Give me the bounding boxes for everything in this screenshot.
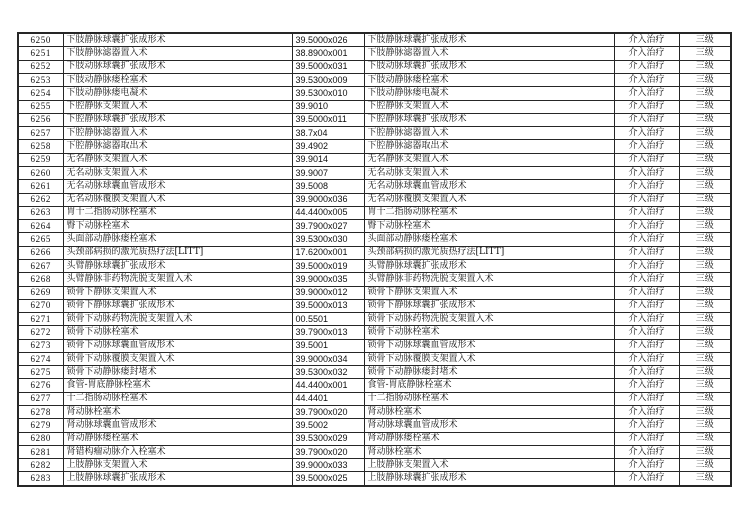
- procedure-name-cell: 肾动脉栓塞术: [63, 406, 292, 419]
- procedure-name-cell: 锁骨下动脉药物洗脱支架置入术: [63, 313, 292, 326]
- procedure-name2-cell: 下腔静脉滤器取出术: [364, 140, 614, 153]
- category-cell: 介入治疗: [614, 273, 679, 286]
- table-row: [18, 60, 731, 73]
- procedure-code-cell: 39.9000x034: [292, 352, 364, 365]
- table-row: [18, 87, 731, 100]
- table-row: [18, 392, 731, 405]
- procedure-code-cell: 38.8900x001: [292, 47, 364, 60]
- row-id-cell: 6260: [18, 166, 63, 179]
- procedure-code-cell: 39.5008: [292, 180, 364, 193]
- procedure-name2-cell: 下肢静脉滤器置入术: [364, 47, 614, 60]
- procedure-name2-cell: 食管-胃底静脉栓塞术: [364, 379, 614, 392]
- procedure-code-cell: 39.7900x013: [292, 326, 364, 339]
- category-cell: 介入治疗: [614, 127, 679, 140]
- row-id-cell: 6262: [18, 193, 63, 206]
- procedure-name2-cell: 无名动脉覆膜支架置入术: [364, 193, 614, 206]
- category-cell: 介入治疗: [614, 140, 679, 153]
- procedure-name2-cell: 锁骨下动脉药物洗脱支架置入术: [364, 313, 614, 326]
- category-cell: 介入治疗: [614, 206, 679, 219]
- procedure-name-cell: 下腔静脉滤器取出术: [63, 140, 292, 153]
- procedure-name2-cell: 肾动脉球囊血管成形术: [364, 419, 614, 432]
- category-cell: 介入治疗: [614, 406, 679, 419]
- procedure-code-cell: 00.5501: [292, 313, 364, 326]
- procedure-code-cell: 39.9010: [292, 100, 364, 113]
- level-cell: 三级: [679, 366, 731, 379]
- category-cell: 介入治疗: [614, 233, 679, 246]
- category-cell: 介入治疗: [614, 153, 679, 166]
- procedure-name2-cell: 下肢动静脉瘘电凝术: [364, 87, 614, 100]
- row-id-cell: 6271: [18, 313, 63, 326]
- procedure-code-cell: 39.5300x030: [292, 233, 364, 246]
- table-row: [18, 273, 731, 286]
- procedure-name2-cell: 上肢静脉球囊扩张成形术: [364, 472, 614, 486]
- procedure-name2-cell: 肾动脉栓塞术: [364, 406, 614, 419]
- level-cell: 三级: [679, 392, 731, 405]
- level-cell: 三级: [679, 166, 731, 179]
- level-cell: 三级: [679, 273, 731, 286]
- table-row: [18, 246, 731, 259]
- procedure-name2-cell: 锁骨下动脉覆膜支架置入术: [364, 352, 614, 365]
- category-cell: 介入治疗: [614, 419, 679, 432]
- procedure-code-cell: 39.5300x029: [292, 432, 364, 445]
- procedure-name-cell: 十二指肠动脉栓塞术: [63, 392, 292, 405]
- procedure-name2-cell: 下腔静脉球囊扩张成形术: [364, 113, 614, 126]
- procedure-name-cell: 无名动脉球囊血管成形术: [63, 180, 292, 193]
- table-row: [18, 313, 731, 326]
- level-cell: 三级: [679, 459, 731, 472]
- category-cell: 介入治疗: [614, 472, 679, 486]
- table-row: [18, 406, 731, 419]
- procedure-name-cell: 肾动脉球囊血管成形术: [63, 419, 292, 432]
- category-cell: 介入治疗: [614, 259, 679, 272]
- procedure-name2-cell: 锁骨下静脉球囊扩张成形术: [364, 299, 614, 312]
- category-cell: 介入治疗: [614, 352, 679, 365]
- row-id-cell: 6278: [18, 406, 63, 419]
- procedure-name-cell: 头臂静脉非药物洗脱支架置入术: [63, 273, 292, 286]
- table-row: [18, 432, 731, 445]
- procedure-name2-cell: 下腔静脉滤器置入术: [364, 127, 614, 140]
- procedure-code-cell: 44.4400x005: [292, 206, 364, 219]
- row-id-cell: 6273: [18, 339, 63, 352]
- procedure-name-cell: 下腔静脉球囊扩张成形术: [63, 113, 292, 126]
- row-id-cell: 6257: [18, 127, 63, 140]
- category-cell: 介入治疗: [614, 445, 679, 458]
- procedure-code-cell: 39.7900x020: [292, 406, 364, 419]
- table-row: [18, 352, 731, 365]
- table-row: [18, 74, 731, 87]
- level-cell: 三级: [679, 193, 731, 206]
- row-id-cell: 6269: [18, 286, 63, 299]
- procedure-code-cell: 39.9000x035: [292, 273, 364, 286]
- procedure-name-cell: 头颈部病损的激光质热疗法[LITT]: [63, 246, 292, 259]
- row-id-cell: 6267: [18, 259, 63, 272]
- table-row: [18, 153, 731, 166]
- level-cell: 三级: [679, 445, 731, 458]
- procedure-name2-cell: 上肢静脉支架置入术: [364, 459, 614, 472]
- procedure-name2-cell: 无名静脉支架置入术: [364, 153, 614, 166]
- category-cell: 介入治疗: [614, 432, 679, 445]
- level-cell: 三级: [679, 180, 731, 193]
- level-cell: 三级: [679, 153, 731, 166]
- category-cell: 介入治疗: [614, 193, 679, 206]
- procedure-code-cell: 39.5300x010: [292, 87, 364, 100]
- procedure-name-cell: 下肢动静脉瘘电凝术: [63, 87, 292, 100]
- row-id-cell: 6272: [18, 326, 63, 339]
- level-cell: 三级: [679, 100, 731, 113]
- row-id-cell: 6251: [18, 47, 63, 60]
- procedure-name-cell: 锁骨下静脉球囊扩张成形术: [63, 299, 292, 312]
- procedure-name2-cell: 下肢静脉球囊扩张成形术: [364, 33, 614, 47]
- procedure-name2-cell: 胃十二指肠动脉栓塞术: [364, 206, 614, 219]
- procedure-name2-cell: 头颈部病损的激光质热疗法[LITT]: [364, 246, 614, 259]
- category-cell: 介入治疗: [614, 113, 679, 126]
- row-id-cell: 6261: [18, 180, 63, 193]
- procedure-name2-cell: 头面部动静脉瘘栓塞术: [364, 233, 614, 246]
- category-cell: 介入治疗: [614, 326, 679, 339]
- row-id-cell: 6283: [18, 472, 63, 486]
- procedure-code-cell: 17.6200x001: [292, 246, 364, 259]
- row-id-cell: 6270: [18, 299, 63, 312]
- row-id-cell: 6263: [18, 206, 63, 219]
- procedure-code-cell: 39.5001: [292, 339, 364, 352]
- procedure-name-cell: 下肢静脉滤器置入术: [63, 47, 292, 60]
- procedure-name-cell: 上肢静脉支架置入术: [63, 459, 292, 472]
- level-cell: 三级: [679, 233, 731, 246]
- procedure-name2-cell: 下肢动静脉瘘栓塞术: [364, 74, 614, 87]
- procedure-name-cell: 无名动脉支架置入术: [63, 166, 292, 179]
- row-id-cell: 6252: [18, 60, 63, 73]
- procedure-table-body: [18, 33, 731, 486]
- category-cell: 介入治疗: [614, 47, 679, 60]
- row-id-cell: 6282: [18, 459, 63, 472]
- table-row: [18, 113, 731, 126]
- row-id-cell: 6265: [18, 233, 63, 246]
- procedure-name-cell: 无名动脉覆膜支架置入术: [63, 193, 292, 206]
- table-row: [18, 127, 731, 140]
- row-id-cell: 6250: [18, 33, 63, 47]
- procedure-code-cell: 44.4401: [292, 392, 364, 405]
- row-id-cell: 6275: [18, 366, 63, 379]
- procedure-code-cell: 39.5000x031: [292, 60, 364, 73]
- procedure-name-cell: 下肢动脉球囊扩张成形术: [63, 60, 292, 73]
- row-id-cell: 6266: [18, 246, 63, 259]
- category-cell: 介入治疗: [614, 166, 679, 179]
- level-cell: 三级: [679, 472, 731, 486]
- procedure-name-cell: 下腔静脉支架置入术: [63, 100, 292, 113]
- category-cell: 介入治疗: [614, 180, 679, 193]
- procedure-code-cell: 39.9000x036: [292, 193, 364, 206]
- row-id-cell: 6253: [18, 74, 63, 87]
- procedure-name-cell: 下肢静脉球囊扩张成形术: [63, 33, 292, 47]
- table-row: [18, 140, 731, 153]
- table-row: [18, 419, 731, 432]
- table-row: [18, 166, 731, 179]
- level-cell: 三级: [679, 60, 731, 73]
- row-id-cell: 6279: [18, 419, 63, 432]
- row-id-cell: 6274: [18, 352, 63, 365]
- level-cell: 三级: [679, 286, 731, 299]
- procedure-name-cell: 头臂静脉球囊扩张成形术: [63, 259, 292, 272]
- table-row: [18, 286, 731, 299]
- procedure-name2-cell: 肾动脉栓塞术: [364, 445, 614, 458]
- row-id-cell: 6281: [18, 445, 63, 458]
- level-cell: 三级: [679, 140, 731, 153]
- row-id-cell: 6254: [18, 87, 63, 100]
- level-cell: 三级: [679, 87, 731, 100]
- level-cell: 三级: [679, 406, 731, 419]
- row-id-cell: 6268: [18, 273, 63, 286]
- category-cell: 介入治疗: [614, 100, 679, 113]
- procedure-code-cell: 44.4400x001: [292, 379, 364, 392]
- procedure-name2-cell: 头臂静脉非药物洗脱支架置入术: [364, 273, 614, 286]
- category-cell: 介入治疗: [614, 220, 679, 233]
- procedure-name-cell: 锁骨下动脉球囊血管成形术: [63, 339, 292, 352]
- level-cell: 三级: [679, 206, 731, 219]
- procedure-code-cell: 39.9000x033: [292, 459, 364, 472]
- level-cell: 三级: [679, 33, 731, 47]
- table-row: [18, 33, 731, 47]
- level-cell: 三级: [679, 339, 731, 352]
- level-cell: 三级: [679, 74, 731, 87]
- procedure-name2-cell: 肾动静脉瘘栓塞术: [364, 432, 614, 445]
- procedure-name2-cell: 无名动脉支架置入术: [364, 166, 614, 179]
- category-cell: 介入治疗: [614, 299, 679, 312]
- level-cell: 三级: [679, 127, 731, 140]
- table-row: [18, 193, 731, 206]
- level-cell: 三级: [679, 113, 731, 126]
- procedure-name-cell: 头面部动静脉瘘栓塞术: [63, 233, 292, 246]
- table-row: [18, 100, 731, 113]
- category-cell: 介入治疗: [614, 459, 679, 472]
- procedure-name2-cell: 锁骨下动脉球囊血管成形术: [364, 339, 614, 352]
- table-row: [18, 180, 731, 193]
- procedure-code-cell: 39.5002: [292, 419, 364, 432]
- procedure-name-cell: 锁骨下动脉覆膜支架置入术: [63, 352, 292, 365]
- category-cell: 介入治疗: [614, 74, 679, 87]
- table-row: [18, 326, 731, 339]
- table-row: [18, 445, 731, 458]
- procedure-name-cell: 上肢静脉球囊扩张成形术: [63, 472, 292, 486]
- level-cell: 三级: [679, 326, 731, 339]
- procedure-code-cell: 39.9014: [292, 153, 364, 166]
- procedure-name2-cell: 锁骨下动脉栓塞术: [364, 326, 614, 339]
- procedure-code-cell: 39.5000x019: [292, 259, 364, 272]
- procedure-name-cell: 肾动静脉瘘栓塞术: [63, 432, 292, 445]
- table-row: [18, 459, 731, 472]
- procedure-name-cell: 锁骨下静脉支架置入术: [63, 286, 292, 299]
- procedure-name-cell: 下肢动静脉瘘栓塞术: [63, 74, 292, 87]
- table-row: [18, 472, 731, 486]
- table-row: [18, 206, 731, 219]
- row-id-cell: 6258: [18, 140, 63, 153]
- level-cell: 三级: [679, 259, 731, 272]
- table-row: [18, 259, 731, 272]
- table-row: [18, 379, 731, 392]
- procedure-code-cell: 38.7x04: [292, 127, 364, 140]
- level-cell: 三级: [679, 47, 731, 60]
- procedure-name-cell: 锁骨下动静脉瘘封堵术: [63, 366, 292, 379]
- level-cell: 三级: [679, 419, 731, 432]
- procedure-name2-cell: 臀下动脉栓塞术: [364, 220, 614, 233]
- category-cell: 介入治疗: [614, 366, 679, 379]
- table-row: [18, 233, 731, 246]
- category-cell: 介入治疗: [614, 33, 679, 47]
- procedure-code-cell: 39.4902: [292, 140, 364, 153]
- row-id-cell: 6264: [18, 220, 63, 233]
- row-id-cell: 6276: [18, 379, 63, 392]
- table-row: [18, 366, 731, 379]
- procedure-name2-cell: 锁骨下动静脉瘘封堵术: [364, 366, 614, 379]
- procedure-name2-cell: 头臂静脉球囊扩张成形术: [364, 259, 614, 272]
- level-cell: 三级: [679, 379, 731, 392]
- procedure-name-cell: 肾错构瘤动脉介入栓塞术: [63, 445, 292, 458]
- category-cell: 介入治疗: [614, 286, 679, 299]
- procedure-code-cell: 39.5000x026: [292, 33, 364, 47]
- procedure-code-cell: 39.5000x013: [292, 299, 364, 312]
- table-row: [18, 339, 731, 352]
- procedure-name2-cell: 下腔静脉支架置入术: [364, 100, 614, 113]
- level-cell: 三级: [679, 299, 731, 312]
- category-cell: 介入治疗: [614, 87, 679, 100]
- procedure-code-cell: 39.9000x012: [292, 286, 364, 299]
- procedure-name-cell: 胃十二指肠动脉栓塞术: [63, 206, 292, 219]
- procedure-name-cell: 无名静脉支架置入术: [63, 153, 292, 166]
- row-id-cell: 6259: [18, 153, 63, 166]
- row-id-cell: 6280: [18, 432, 63, 445]
- procedure-code-cell: 39.7900x027: [292, 220, 364, 233]
- procedure-code-cell: 39.5000x011: [292, 113, 364, 126]
- procedure-code-cell: 39.5300x032: [292, 366, 364, 379]
- procedure-table: [17, 32, 732, 487]
- procedure-code-cell: 39.5000x025: [292, 472, 364, 486]
- category-cell: 介入治疗: [614, 339, 679, 352]
- table-row: [18, 299, 731, 312]
- category-cell: 介入治疗: [614, 60, 679, 73]
- procedure-name2-cell: 十二指肠动脉栓塞术: [364, 392, 614, 405]
- row-id-cell: 6277: [18, 392, 63, 405]
- procedure-name2-cell: 无名动脉球囊血管成形术: [364, 180, 614, 193]
- table-row: [18, 220, 731, 233]
- procedure-code-cell: 39.7900x020: [292, 445, 364, 458]
- category-cell: 介入治疗: [614, 379, 679, 392]
- procedure-code-cell: 39.9007: [292, 166, 364, 179]
- procedure-name-cell: 食管-胃底静脉栓塞术: [63, 379, 292, 392]
- level-cell: 三级: [679, 220, 731, 233]
- level-cell: 三级: [679, 352, 731, 365]
- category-cell: 介入治疗: [614, 392, 679, 405]
- level-cell: 三级: [679, 246, 731, 259]
- procedure-name2-cell: 锁骨下静脉支架置入术: [364, 286, 614, 299]
- procedure-name2-cell: 下肢动脉球囊扩张成形术: [364, 60, 614, 73]
- row-id-cell: 6255: [18, 100, 63, 113]
- procedure-name-cell: 臀下动脉栓塞术: [63, 220, 292, 233]
- table-row: [18, 47, 731, 60]
- procedure-name-cell: 下腔静脉滤器置入术: [63, 127, 292, 140]
- category-cell: 介入治疗: [614, 313, 679, 326]
- procedure-name-cell: 锁骨下动脉栓塞术: [63, 326, 292, 339]
- procedure-code-cell: 39.5300x009: [292, 74, 364, 87]
- level-cell: 三级: [679, 313, 731, 326]
- row-id-cell: 6256: [18, 113, 63, 126]
- category-cell: 介入治疗: [614, 246, 679, 259]
- level-cell: 三级: [679, 432, 731, 445]
